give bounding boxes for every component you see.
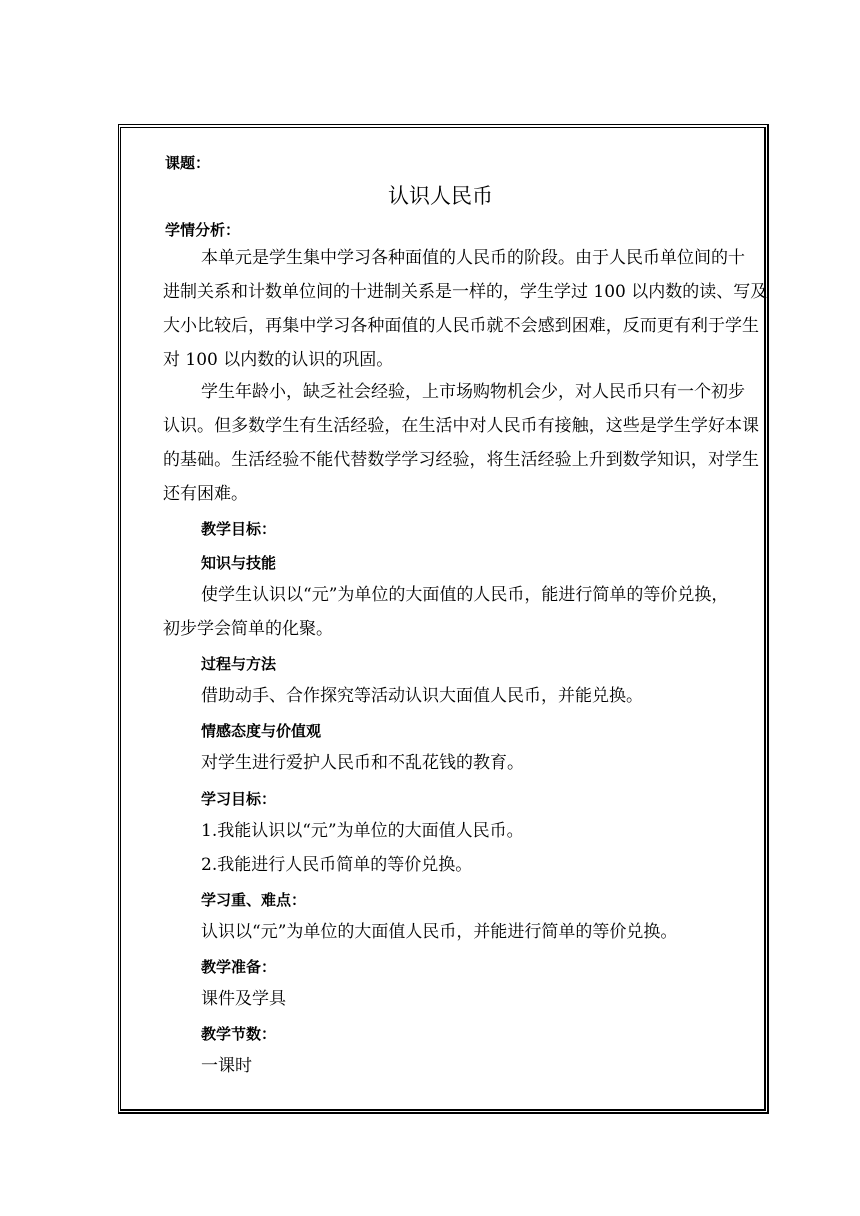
knowledge-line-1: 使学生认识以“元”为单位的大面值的人民币，能进行简单的等价兑换， xyxy=(201,585,729,605)
analysis-p2-line-3: 的基础。生活经验不能代替数学学习经验，将生活经验上升到数学知识，对学生 xyxy=(163,450,759,470)
analysis-p2-line-4: 还有困难。 xyxy=(163,484,248,504)
learning-goal-2: 2.我能进行人民币简单的等价兑换。 xyxy=(201,855,473,875)
analysis-p1-line-4: 对 100 以内数的认识的巩固。 xyxy=(163,350,394,370)
analysis-label: 学情分析： xyxy=(165,221,241,239)
analysis-p1-line-2: 进制关系和计数单位间的十进制关系是一样的，学生学过 100 以内数的读、写及 xyxy=(163,282,768,302)
process-text: 借助动手、合作探究等活动认识大面值人民币，并能兑换。 xyxy=(201,686,643,706)
learning-goal-1: 1.我能认识以“元”为单位的大面值人民币。 xyxy=(201,821,524,841)
preparation-text: 课件及学具 xyxy=(201,989,286,1009)
emotion-text: 对学生进行爱护人民币和不乱花钱的教育。 xyxy=(201,753,524,773)
emotion-label: 情感态度与价值观 xyxy=(201,722,322,740)
key-points-label: 学习重、难点： xyxy=(201,891,307,909)
goals-label: 教学目标： xyxy=(201,520,277,538)
learning-goals-label: 学习目标： xyxy=(201,790,277,808)
topic-label: 课题： xyxy=(165,154,211,172)
process-label: 过程与方法 xyxy=(201,655,277,673)
knowledge-label: 知识与技能 xyxy=(201,554,277,572)
key-points-text: 认识以“元”为单位的大面值人民币，并能进行简单的等价兑换。 xyxy=(201,922,678,942)
analysis-p1-line-1: 本单元是学生集中学习各种面值的人民币的阶段。由于人民币单位间的十 xyxy=(201,248,745,268)
lesson-title: 认识人民币 xyxy=(388,184,493,208)
periods-text: 一课时 xyxy=(201,1056,252,1076)
knowledge-line-2: 初步学会简单的化聚。 xyxy=(163,619,333,639)
periods-label: 教学节数： xyxy=(201,1025,277,1043)
analysis-p1-line-3: 大小比较后，再集中学习各种面值的人民币就不会感到困难，反而更有利于学生 xyxy=(163,316,759,336)
analysis-p2-line-2: 认识。但多数学生有生活经验，在生活中对人民币有接触，这些是学生学好本课 xyxy=(163,416,759,436)
preparation-label: 教学准备： xyxy=(201,958,277,976)
analysis-p2-line-1: 学生年龄小，缺乏社会经验，上市场购物机会少，对人民币只有一个初步 xyxy=(201,382,745,402)
